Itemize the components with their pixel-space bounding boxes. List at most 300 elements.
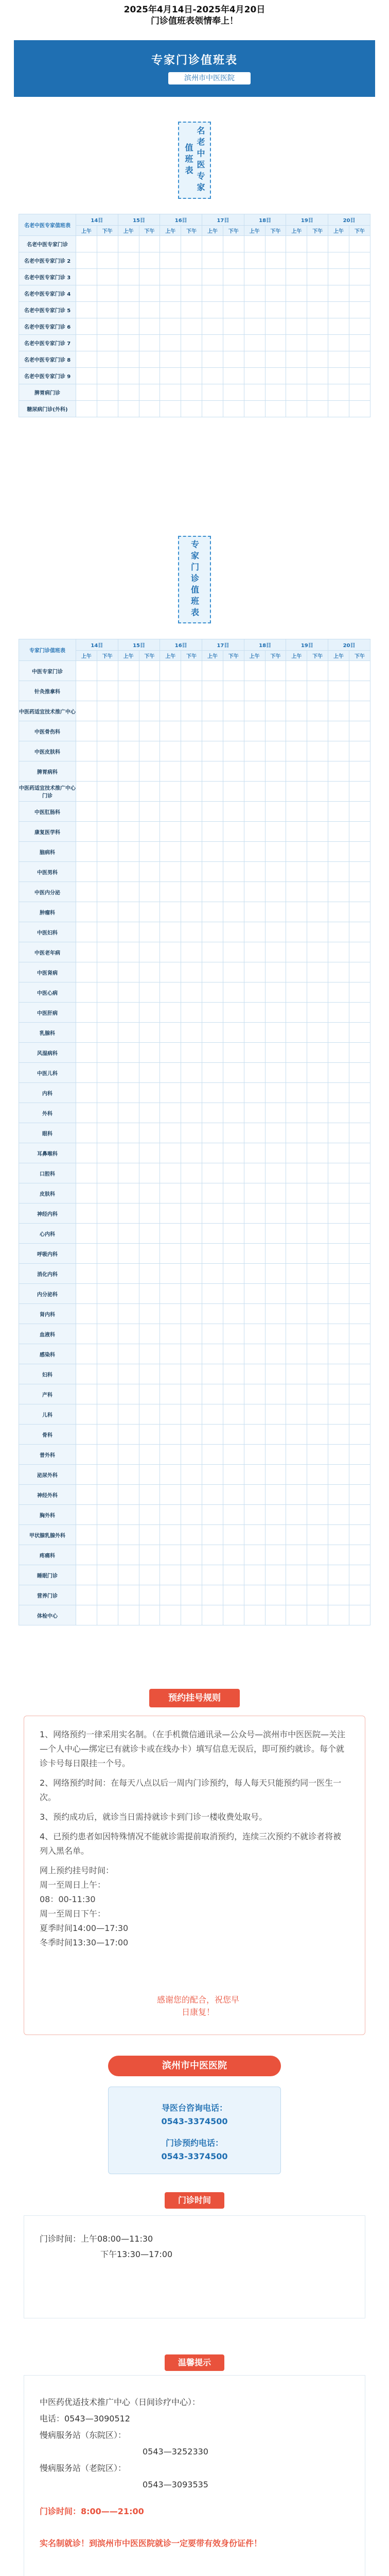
cell <box>139 1585 160 1605</box>
cell <box>307 661 328 681</box>
cell <box>307 741 328 761</box>
cell <box>139 1565 160 1585</box>
table-row <box>19 1545 370 1565</box>
cell <box>160 842 181 862</box>
cell <box>202 822 223 842</box>
cell <box>223 1264 244 1284</box>
cell <box>76 862 97 882</box>
row-name: 睡眠门诊 <box>19 1565 76 1585</box>
cell <box>328 741 349 761</box>
cell <box>76 1324 97 1344</box>
half-header: 上午 <box>118 651 139 661</box>
cell <box>265 822 286 842</box>
cell <box>202 882 223 902</box>
cell <box>160 236 181 252</box>
cell <box>97 1425 118 1445</box>
cell <box>265 1143 286 1163</box>
cell <box>286 318 307 335</box>
cell <box>286 1183 307 1204</box>
cell <box>202 1465 223 1485</box>
cell <box>118 922 139 942</box>
cell <box>160 1063 181 1083</box>
cell <box>286 942 307 962</box>
cell <box>181 302 202 318</box>
cell <box>286 1344 307 1364</box>
cell <box>223 318 244 335</box>
cell <box>286 1445 307 1465</box>
cell <box>349 1425 370 1445</box>
cell <box>76 1284 97 1304</box>
phone1-label: 导医台咨询电话： <box>161 2103 227 2113</box>
cell <box>97 368 118 384</box>
cell <box>160 1324 181 1344</box>
cell <box>160 1083 181 1103</box>
cell <box>265 721 286 741</box>
cell <box>118 1063 139 1083</box>
cell <box>286 1264 307 1284</box>
cell <box>328 1525 349 1545</box>
table-row <box>19 1525 370 1545</box>
cell <box>181 1425 202 1445</box>
cell <box>202 802 223 822</box>
cell <box>76 1304 97 1324</box>
table-row <box>19 922 370 942</box>
row-name: 针灸推拿科 <box>19 681 76 701</box>
cell <box>265 1023 286 1043</box>
row-name: 中医皮肤科 <box>19 741 76 761</box>
half-header: 上午 <box>202 651 223 661</box>
cell <box>160 1445 181 1465</box>
cell <box>202 862 223 882</box>
cell <box>307 1183 328 1204</box>
tips-line8: 实名制就诊！到滨州市中医医院就诊一定要带有效身份证件！ <box>40 2538 262 2548</box>
cell <box>244 401 265 417</box>
cell <box>265 1324 286 1344</box>
table-row <box>19 1605 370 1625</box>
cell <box>307 252 328 269</box>
cell <box>223 741 244 761</box>
cell <box>223 1023 244 1043</box>
table-row <box>19 1505 370 1525</box>
cell <box>76 782 97 802</box>
rule-item: 1、网络预约一律采用实名制。（在手机微信通讯录—公众号—滨州市中医医院—关注—个人中心—绑定已有就诊卡或在线办卡）填写信息无误后，即可预约就诊。每个就诊卡号每日限挂一个号。 <box>40 1730 346 1768</box>
cell <box>97 1204 118 1224</box>
cell <box>139 1204 160 1224</box>
table-row <box>19 1224 370 1244</box>
tips-line7: 门诊时间：8:00——21:00 <box>40 2506 144 2516</box>
cell <box>139 842 160 862</box>
cell <box>160 401 181 417</box>
cell <box>202 1163 223 1183</box>
row-name: 营养门诊 <box>19 1585 76 1605</box>
cell <box>244 1043 265 1063</box>
cell <box>181 761 202 782</box>
cell <box>349 982 370 1003</box>
rule-item: 周一至周日下午： <box>40 1909 106 1919</box>
cell <box>244 1224 265 1244</box>
cell <box>328 761 349 782</box>
cell <box>181 351 202 368</box>
cell <box>202 1404 223 1425</box>
cell <box>76 1505 97 1525</box>
cell <box>328 1505 349 1525</box>
cell <box>76 318 97 335</box>
cell <box>328 902 349 922</box>
corner-cell: 专家门诊值班表 <box>19 639 76 661</box>
cell <box>202 782 223 802</box>
hospital-name-bar: 滨州市中医医院 <box>108 2056 281 2076</box>
cell <box>160 962 181 982</box>
cell <box>181 252 202 269</box>
cell <box>244 1003 265 1023</box>
cell <box>118 1244 139 1264</box>
tips-line5: 慢病服务站（老院区）： <box>40 2463 127 2473</box>
cell <box>202 1003 223 1023</box>
cell <box>328 1043 349 1063</box>
cell <box>76 1485 97 1505</box>
cell <box>76 761 97 782</box>
cell <box>244 1183 265 1204</box>
cell <box>139 1545 160 1565</box>
cell <box>328 1565 349 1585</box>
cell <box>160 1525 181 1545</box>
day-header: 15日 <box>118 639 160 651</box>
cell <box>307 285 328 302</box>
cell <box>349 1063 370 1083</box>
cell <box>97 882 118 902</box>
row-name: 妇科 <box>19 1364 76 1384</box>
cell <box>328 269 349 285</box>
cell <box>223 1163 244 1183</box>
cell <box>181 1103 202 1123</box>
cell <box>139 1143 160 1163</box>
cell <box>97 1445 118 1465</box>
cell <box>202 1143 223 1163</box>
table-row <box>19 1585 370 1605</box>
cell <box>286 882 307 902</box>
row-name: 中医儿科 <box>19 1063 76 1083</box>
cell <box>202 1585 223 1605</box>
cell <box>328 236 349 252</box>
cell <box>307 1304 328 1324</box>
cell <box>118 761 139 782</box>
cell <box>223 1003 244 1023</box>
cell <box>286 1244 307 1264</box>
cell <box>181 962 202 982</box>
cell <box>349 1565 370 1585</box>
table-row <box>19 1304 370 1324</box>
phone2: 0543-3374500 <box>161 2151 228 2161</box>
cell <box>160 1023 181 1043</box>
table-row <box>19 842 370 862</box>
rule-item: 3、预约成功后，就诊当日需持就诊卡到门诊一楼收费处取号。 <box>40 1812 268 1822</box>
cell <box>307 782 328 802</box>
cell <box>223 782 244 802</box>
cell <box>181 822 202 842</box>
cell <box>202 741 223 761</box>
cell <box>202 982 223 1003</box>
cell <box>307 1063 328 1083</box>
cell <box>307 1163 328 1183</box>
cell <box>76 741 97 761</box>
cell <box>202 1063 223 1083</box>
cell <box>244 1123 265 1143</box>
cell <box>160 721 181 741</box>
row-name: 脾胃病门诊 <box>19 384 76 401</box>
cell <box>118 1123 139 1143</box>
cell <box>265 318 286 335</box>
cell <box>118 802 139 822</box>
row-name: 肾内科 <box>19 1304 76 1324</box>
cell <box>265 1183 286 1204</box>
half-header: 下午 <box>181 651 202 661</box>
cell <box>328 882 349 902</box>
cell <box>118 1384 139 1404</box>
cell <box>244 302 265 318</box>
cell <box>286 721 307 741</box>
cell <box>97 1143 118 1163</box>
cell <box>118 384 139 401</box>
cell <box>181 1083 202 1103</box>
cell <box>223 1545 244 1565</box>
cell <box>139 1003 160 1023</box>
cell <box>160 661 181 681</box>
cell <box>160 1605 181 1625</box>
cell <box>265 1525 286 1545</box>
table-row <box>19 942 370 962</box>
cell <box>181 285 202 302</box>
cell <box>97 741 118 761</box>
cell <box>139 1384 160 1404</box>
cell <box>244 1324 265 1344</box>
cell <box>160 252 181 269</box>
half-header: 下午 <box>265 651 286 661</box>
cell <box>307 1324 328 1344</box>
cell <box>307 1003 328 1023</box>
table-row <box>19 1364 370 1384</box>
cell <box>76 302 97 318</box>
cell <box>286 782 307 802</box>
cell <box>97 384 118 401</box>
cell <box>265 1043 286 1063</box>
half-header: 上午 <box>202 226 223 236</box>
cell <box>181 236 202 252</box>
cell <box>286 1465 307 1485</box>
cell <box>181 902 202 922</box>
cell <box>223 681 244 701</box>
cell <box>223 1123 244 1143</box>
cell <box>349 368 370 384</box>
row-name: 感染科 <box>19 1344 76 1364</box>
cell <box>223 1284 244 1304</box>
cell <box>118 285 139 302</box>
cell <box>244 1605 265 1625</box>
cell <box>76 842 97 862</box>
cell <box>265 1565 286 1585</box>
cell <box>349 1183 370 1204</box>
cell <box>244 721 265 741</box>
cell <box>97 351 118 368</box>
cell <box>139 1485 160 1505</box>
cell <box>139 1605 160 1625</box>
cell <box>307 882 328 902</box>
row-name: 名老中医专家门诊 3 <box>19 269 76 285</box>
cell <box>307 1404 328 1425</box>
cell <box>349 1103 370 1123</box>
cell <box>244 1404 265 1425</box>
cell <box>307 721 328 741</box>
hours-pm: 下午13:30—17:00 <box>100 2249 173 2259</box>
tips-pill: 温馨提示 <box>165 2354 224 2371</box>
cell <box>181 1605 202 1625</box>
table-row <box>19 1384 370 1404</box>
cell <box>181 368 202 384</box>
cell <box>139 882 160 902</box>
cell <box>160 351 181 368</box>
cell <box>328 1103 349 1123</box>
cell <box>76 802 97 822</box>
cell <box>202 269 223 285</box>
cell <box>97 1605 118 1625</box>
cell <box>118 1304 139 1324</box>
cell <box>160 1183 181 1204</box>
cell <box>307 802 328 822</box>
cell <box>202 384 223 401</box>
cell <box>76 701 97 721</box>
table-row <box>19 1143 370 1163</box>
cell <box>76 1445 97 1465</box>
cell <box>181 922 202 942</box>
row-name: 神经内科 <box>19 1204 76 1224</box>
cell <box>307 1384 328 1404</box>
cell <box>286 701 307 721</box>
cell <box>223 351 244 368</box>
cell <box>139 701 160 721</box>
cell <box>223 721 244 741</box>
cell <box>181 862 202 882</box>
cell <box>349 1224 370 1244</box>
cell <box>118 302 139 318</box>
cell <box>244 368 265 384</box>
cell <box>265 902 286 922</box>
cell <box>265 1605 286 1625</box>
cell <box>328 351 349 368</box>
cell <box>118 351 139 368</box>
cell <box>265 1465 286 1485</box>
cell <box>349 1143 370 1163</box>
tips-line6: 0543—3093535 <box>143 2480 208 2489</box>
cell <box>76 1183 97 1204</box>
cell <box>160 942 181 962</box>
row-name: 普外科 <box>19 1445 76 1465</box>
cell <box>244 1244 265 1264</box>
cell <box>265 1384 286 1404</box>
cell <box>349 1445 370 1465</box>
row-name: 儿科 <box>19 1404 76 1425</box>
cell <box>160 1465 181 1485</box>
cell <box>307 1143 328 1163</box>
cell <box>139 1123 160 1143</box>
cell <box>286 1364 307 1384</box>
cell <box>202 842 223 862</box>
cell <box>307 335 328 351</box>
schedule-banner <box>14 40 375 97</box>
cell <box>244 942 265 962</box>
cell <box>97 1063 118 1083</box>
cell <box>349 252 370 269</box>
row-name: 脑病科 <box>19 842 76 862</box>
cell <box>118 1103 139 1123</box>
cell <box>265 1063 286 1083</box>
cell <box>139 942 160 962</box>
row-name: 口腔科 <box>19 1163 76 1183</box>
cell <box>97 1324 118 1344</box>
cell <box>139 368 160 384</box>
cell <box>286 842 307 862</box>
cell <box>118 1485 139 1505</box>
cell <box>139 741 160 761</box>
cell <box>76 661 97 681</box>
cell <box>286 1605 307 1625</box>
cell <box>202 942 223 962</box>
cell <box>307 401 328 417</box>
cell <box>160 1425 181 1445</box>
cell <box>118 318 139 335</box>
cell <box>160 1123 181 1143</box>
cell <box>202 761 223 782</box>
cell <box>181 1123 202 1143</box>
cell <box>160 862 181 882</box>
cell <box>349 1003 370 1023</box>
cell <box>202 1364 223 1384</box>
cell <box>328 922 349 942</box>
cell <box>160 1485 181 1505</box>
cell <box>307 1103 328 1123</box>
cell <box>328 1083 349 1103</box>
table-row <box>19 1163 370 1183</box>
cell <box>181 1324 202 1344</box>
cell <box>160 1244 181 1264</box>
row-name: 名老中医专家门诊 6 <box>19 318 76 335</box>
cell <box>244 922 265 942</box>
cell <box>97 318 118 335</box>
cell <box>265 842 286 862</box>
cell <box>223 1445 244 1465</box>
corner-cell: 名老中医专家值班表 <box>19 214 76 236</box>
cell <box>181 1023 202 1043</box>
cell <box>97 721 118 741</box>
cell <box>286 1123 307 1143</box>
cell <box>244 1585 265 1605</box>
cell <box>139 1063 160 1083</box>
rule-item: 冬季时间13:30—17:00 <box>40 1938 129 1947</box>
table-row <box>19 1204 370 1224</box>
cell <box>328 318 349 335</box>
table-row <box>19 1063 370 1083</box>
cell <box>202 1344 223 1364</box>
cell <box>97 1284 118 1304</box>
cell <box>328 782 349 802</box>
cell <box>118 741 139 761</box>
table-row <box>19 782 370 802</box>
cell <box>349 1244 370 1264</box>
cell <box>307 1565 328 1585</box>
day-header: 20日 <box>328 214 370 226</box>
cell <box>286 922 307 942</box>
table-row <box>19 1445 370 1465</box>
cell <box>223 384 244 401</box>
cell <box>181 942 202 962</box>
